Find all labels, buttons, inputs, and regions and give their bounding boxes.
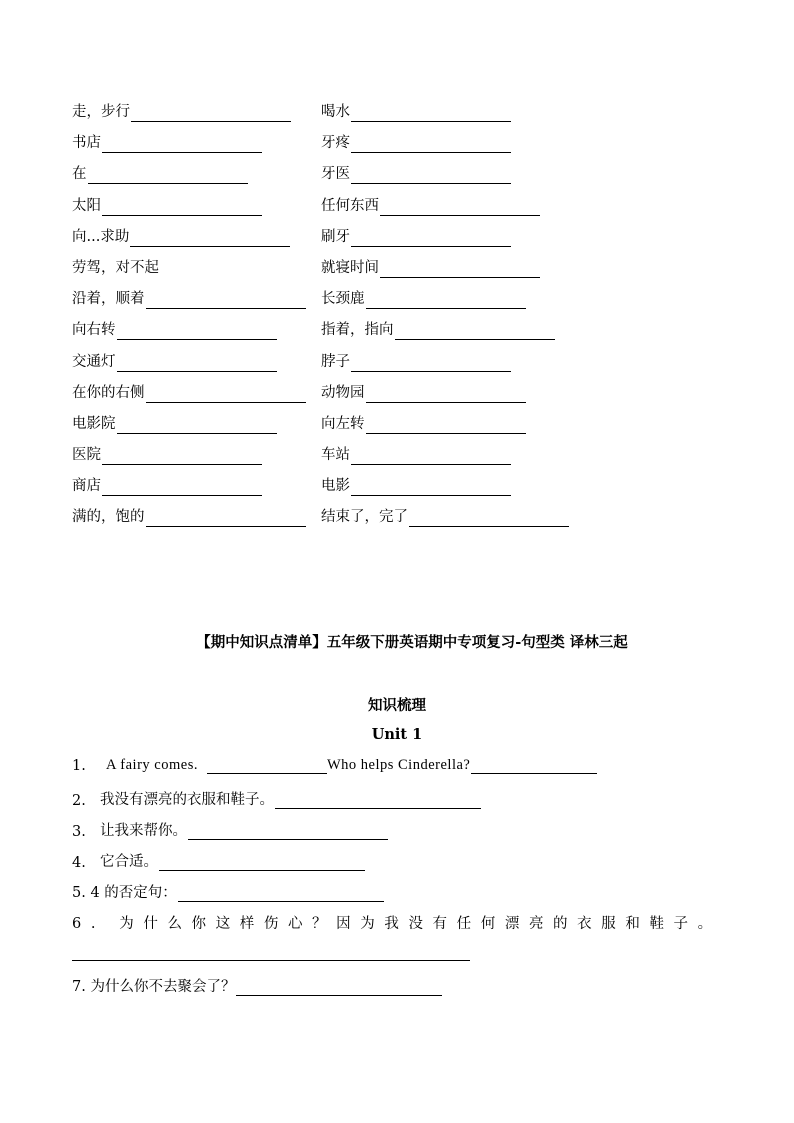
vocab-prompt: 在 <box>72 166 87 183</box>
question-text: 它合适。 <box>100 854 158 870</box>
vocab-prompt: 牙疼 <box>321 135 350 152</box>
vocab-prompt: 喝水 <box>321 104 350 120</box>
vocab-prompt: 沿着，顺着 <box>72 291 145 308</box>
answer-blank[interactable] <box>130 230 290 247</box>
answer-blank[interactable] <box>117 323 277 340</box>
answer-blank[interactable] <box>102 479 262 496</box>
answer-blank[interactable] <box>146 292 306 309</box>
question-4 <box>72 850 365 871</box>
question-text: A fairy comes. <box>106 757 198 773</box>
vocab-prompt: 向...求助 <box>72 228 130 245</box>
vocab-item <box>72 196 262 216</box>
vocab-item <box>72 383 306 403</box>
answer-blank[interactable] <box>380 261 540 278</box>
answer-blank[interactable] <box>366 386 526 403</box>
page-title: 【期中知识点清单】五年级下册英语期中专项复习-句型类 译林三起 <box>196 634 628 651</box>
section-title: 知识梳理 <box>368 697 426 714</box>
vocab-prompt: 商店 <box>72 478 101 495</box>
vocab-prompt: 长颈鹿 <box>321 291 365 308</box>
vocab-item <box>72 258 159 278</box>
vocab-prompt: 指着，指向 <box>321 322 394 339</box>
answer-blank[interactable] <box>351 448 511 465</box>
vocab-row <box>72 225 692 256</box>
question-1 <box>72 757 597 774</box>
vocab-row <box>72 287 692 318</box>
answer-blank[interactable] <box>72 960 470 961</box>
vocab-item <box>321 258 540 278</box>
vocab-row <box>72 350 692 381</box>
answer-blank[interactable] <box>146 510 306 527</box>
vocab-prompt: 就寝时间 <box>321 259 379 276</box>
unit-heading: Unit 1 <box>371 726 423 743</box>
vocab-prompt: 结束了，完了 <box>321 509 408 526</box>
answer-blank[interactable] <box>351 355 511 372</box>
vocab-item <box>321 507 569 527</box>
vocab-prompt: 医院 <box>72 447 101 464</box>
vocab-item <box>321 476 511 496</box>
vocab-item <box>321 102 511 122</box>
answer-blank[interactable] <box>102 136 262 153</box>
vocab-prompt: 向左转 <box>321 415 365 432</box>
question-number: 2. <box>72 793 86 809</box>
vocab-item <box>72 227 290 247</box>
vocab-prompt: 动物园 <box>321 384 365 401</box>
answer-blank[interactable] <box>236 979 442 996</box>
vocab-row <box>72 318 692 349</box>
vocab-prompt: 牙医 <box>321 166 350 183</box>
answer-blank[interactable] <box>146 386 306 403</box>
question-6 <box>72 912 722 933</box>
answer-blank[interactable] <box>117 355 277 372</box>
vocab-item <box>321 414 526 434</box>
answer-blank[interactable] <box>102 199 262 216</box>
vocab-row <box>72 100 692 131</box>
vocab-prompt: 书店 <box>72 135 101 152</box>
answer-blank[interactable] <box>88 167 248 184</box>
question-text: Who helps Cinderella? <box>326 757 471 773</box>
vocab-item <box>321 133 511 153</box>
answer-blank[interactable] <box>395 323 555 340</box>
vocab-item <box>321 227 511 247</box>
question-text: 让我来帮你。 <box>100 823 187 839</box>
answer-blank[interactable] <box>275 792 481 809</box>
vocab-row <box>72 474 692 505</box>
answer-blank[interactable] <box>409 510 569 527</box>
answer-blank[interactable] <box>117 417 277 434</box>
vocab-item <box>321 196 540 216</box>
vocab-prompt: 车站 <box>321 447 350 464</box>
question-number: 1. <box>72 758 86 774</box>
vocab-prompt: 刷牙 <box>321 228 350 245</box>
vocab-prompt: 交通灯 <box>72 353 116 370</box>
vocab-prompt: 电影 <box>321 478 350 495</box>
question-number: 4. <box>72 855 86 871</box>
vocab-item <box>72 476 262 496</box>
answer-blank[interactable] <box>207 757 327 774</box>
vocab-row <box>72 381 692 412</box>
question-number: 3. <box>72 824 86 840</box>
vocab-prompt: 在你的右侧 <box>72 384 145 401</box>
vocab-row <box>72 194 692 225</box>
answer-blank[interactable] <box>102 448 262 465</box>
answer-blank[interactable] <box>351 479 511 496</box>
question-7 <box>72 975 442 996</box>
answer-blank[interactable] <box>159 854 365 871</box>
vocab-grid <box>72 100 692 537</box>
vocab-row <box>72 505 692 536</box>
question-text: 7. 为什么你不去聚会了？ <box>72 979 236 995</box>
vocab-item <box>72 507 306 527</box>
answer-blank[interactable] <box>351 136 511 153</box>
vocab-item <box>72 133 262 153</box>
answer-blank[interactable] <box>351 105 511 122</box>
vocab-prompt: 太阳 <box>72 197 101 214</box>
vocab-item <box>321 352 511 372</box>
vocab-item <box>72 164 248 184</box>
answer-blank[interactable] <box>178 885 384 902</box>
vocab-item <box>72 102 291 122</box>
answer-blank[interactable] <box>366 292 526 309</box>
vocab-prompt: 脖子 <box>321 353 350 370</box>
question-text: 6. 为什么你这样伤心？因为我没有任何漂亮的衣服和鞋子。 <box>72 916 722 932</box>
vocab-row <box>72 256 692 287</box>
vocab-item <box>321 320 555 340</box>
vocab-prompt: 走，步行 <box>72 104 130 120</box>
answer-blank[interactable] <box>366 417 526 434</box>
vocab-prompt: 满的，饱的 <box>72 509 145 526</box>
answer-blank[interactable] <box>380 199 540 216</box>
vocab-row <box>72 412 692 443</box>
vocab-item <box>72 414 277 434</box>
vocab-item <box>72 445 262 465</box>
answer-blank[interactable] <box>471 757 597 774</box>
question-text: 5. 4 的否定句： <box>72 885 177 901</box>
answer-blank[interactable] <box>351 230 511 247</box>
vocab-prompt: 任何东西 <box>321 197 379 214</box>
vocab-item <box>321 445 511 465</box>
answer-blank[interactable] <box>131 105 291 122</box>
vocab-row <box>72 131 692 162</box>
vocab-prompt: 向右转 <box>72 322 116 339</box>
answer-blank[interactable] <box>188 823 388 840</box>
answer-blank[interactable] <box>351 167 511 184</box>
vocab-prompt: 电影院 <box>72 415 116 432</box>
vocab-item <box>321 289 526 309</box>
vocab-item <box>321 383 526 403</box>
question-5 <box>72 881 384 902</box>
vocab-item <box>72 320 277 340</box>
vocab-item <box>321 164 511 184</box>
vocab-prompt: 劳驾，对不起 <box>72 259 159 276</box>
question-3 <box>72 819 388 840</box>
question-text: 我没有漂亮的衣服和鞋子。 <box>100 792 274 808</box>
vocab-row <box>72 443 692 474</box>
question-2 <box>72 788 481 809</box>
vocab-item <box>72 352 277 372</box>
vocab-row <box>72 162 692 193</box>
vocab-item <box>72 289 306 309</box>
